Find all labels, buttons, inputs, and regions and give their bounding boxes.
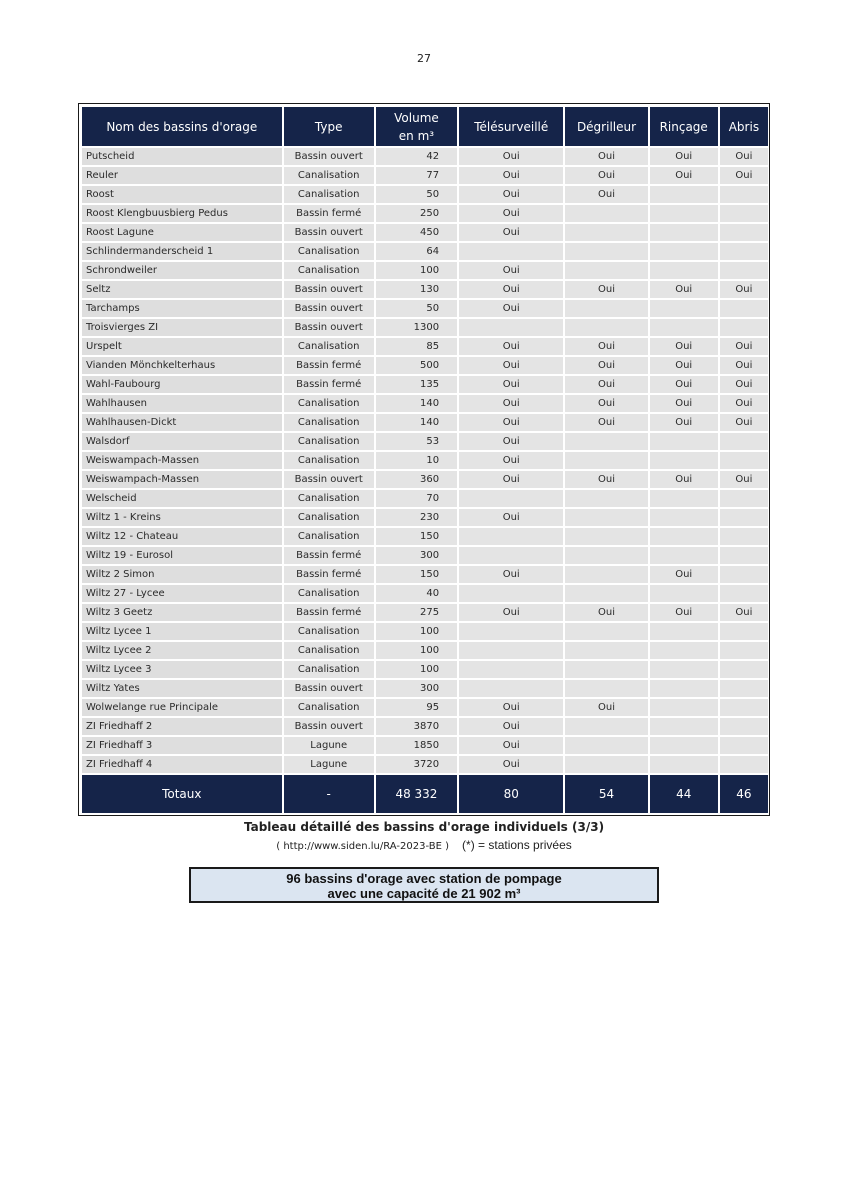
- cell-telesurveille: Oui: [459, 338, 563, 355]
- cell-rincage: Oui: [650, 167, 718, 184]
- cell-volume: 135: [376, 376, 457, 393]
- cell-abris: Oui: [720, 148, 768, 165]
- cell-type: Canalisation: [284, 585, 374, 602]
- cell-volume: 300: [376, 680, 457, 697]
- cell-degrilleur: [565, 718, 647, 735]
- summary-box: [189, 867, 659, 903]
- table-row: [82, 186, 768, 203]
- header-name: Nom des bassins d'orage: [82, 107, 282, 146]
- cell-name: Walsdorf: [82, 433, 282, 450]
- cell-rincage: Oui: [650, 566, 718, 583]
- cell-degrilleur: [565, 661, 647, 678]
- cell-name: Roost Lagune: [82, 224, 282, 241]
- header-telesurveille: Télésurveillé: [459, 107, 563, 146]
- table-row: [82, 642, 768, 659]
- header-volume-unit: en m³: [398, 128, 435, 143]
- cell-name: Wiltz Yates: [82, 680, 282, 697]
- table-frame: [78, 103, 770, 816]
- cell-rincage: [650, 623, 718, 640]
- totals-label: Totaux: [82, 775, 282, 813]
- cell-type: Canalisation: [284, 490, 374, 507]
- cell-degrilleur: [565, 566, 647, 583]
- cell-degrilleur: [565, 585, 647, 602]
- table-row: [82, 167, 768, 184]
- cell-type: Bassin ouvert: [284, 281, 374, 298]
- basins-table: [80, 105, 770, 815]
- cell-telesurveille: Oui: [459, 604, 563, 621]
- cell-degrilleur: Oui: [565, 167, 647, 184]
- cell-rincage: [650, 642, 718, 659]
- cell-abris: [720, 680, 768, 697]
- cell-rincage: [650, 319, 718, 336]
- table-row: [82, 376, 768, 393]
- cell-name: Wiltz 1 - Kreins: [82, 509, 282, 526]
- cell-volume: 50: [376, 300, 457, 317]
- cell-type: Bassin ouvert: [284, 148, 374, 165]
- cell-volume: 40: [376, 585, 457, 602]
- cell-degrilleur: Oui: [565, 148, 647, 165]
- cell-degrilleur: [565, 452, 647, 469]
- cell-telesurveille: Oui: [459, 262, 563, 279]
- table-row: [82, 357, 768, 374]
- cell-name: Wiltz Lycee 2: [82, 642, 282, 659]
- totals-type: -: [284, 775, 374, 813]
- cell-degrilleur: Oui: [565, 186, 647, 203]
- cell-rincage: Oui: [650, 604, 718, 621]
- cell-type: Bassin fermé: [284, 357, 374, 374]
- cell-volume: 100: [376, 661, 457, 678]
- cell-degrilleur: [565, 205, 647, 222]
- cell-name: Schlindermanderscheid 1: [82, 243, 282, 260]
- cell-rincage: [650, 205, 718, 222]
- cell-name: Putscheid: [82, 148, 282, 165]
- cell-type: Canalisation: [284, 528, 374, 545]
- cell-telesurveille: Oui: [459, 376, 563, 393]
- cell-volume: 450: [376, 224, 457, 241]
- cell-name: Tarchamps: [82, 300, 282, 317]
- cell-abris: [720, 528, 768, 545]
- cell-rincage: Oui: [650, 338, 718, 355]
- cell-volume: 100: [376, 262, 457, 279]
- cell-type: Canalisation: [284, 509, 374, 526]
- cell-rincage: [650, 585, 718, 602]
- cell-rincage: [650, 756, 718, 773]
- cell-name: Wahl-Faubourg: [82, 376, 282, 393]
- cell-telesurveille: Oui: [459, 452, 563, 469]
- cell-name: Roost: [82, 186, 282, 203]
- cell-type: Bassin fermé: [284, 566, 374, 583]
- cell-type: Bassin fermé: [284, 604, 374, 621]
- cell-degrilleur: [565, 319, 647, 336]
- cell-name: Schrondweiler: [82, 262, 282, 279]
- cell-abris: [720, 623, 768, 640]
- table-row: [82, 604, 768, 621]
- cell-volume: 42: [376, 148, 457, 165]
- cell-abris: Oui: [720, 357, 768, 374]
- totals-rincage: 44: [650, 775, 718, 813]
- cell-degrilleur: [565, 756, 647, 773]
- cell-type: Bassin ouvert: [284, 224, 374, 241]
- cell-name: Vianden Mönchkelterhaus: [82, 357, 282, 374]
- cell-telesurveille: Oui: [459, 737, 563, 754]
- cell-degrilleur: [565, 300, 647, 317]
- cell-volume: 500: [376, 357, 457, 374]
- cell-abris: [720, 243, 768, 260]
- cell-abris: Oui: [720, 167, 768, 184]
- cell-telesurveille: Oui: [459, 148, 563, 165]
- cell-volume: 150: [376, 528, 457, 545]
- table-row: [82, 148, 768, 165]
- table-caption: Tableau détaillé des bassins d'orage individuels (3/3): [243, 820, 605, 834]
- cell-rincage: [650, 737, 718, 754]
- cell-rincage: [650, 718, 718, 735]
- cell-rincage: Oui: [650, 376, 718, 393]
- cell-name: Reuler: [82, 167, 282, 184]
- cell-type: Canalisation: [284, 661, 374, 678]
- cell-degrilleur: [565, 509, 647, 526]
- cell-abris: Oui: [720, 604, 768, 621]
- table-row: [82, 566, 768, 583]
- cell-rincage: Oui: [650, 414, 718, 431]
- cell-telesurveille: Oui: [459, 167, 563, 184]
- table-row: [82, 281, 768, 298]
- cell-abris: [720, 737, 768, 754]
- cell-rincage: [650, 433, 718, 450]
- cell-telesurveille: Oui: [459, 395, 563, 412]
- table-row: [82, 699, 768, 716]
- cell-telesurveille: [459, 528, 563, 545]
- cell-type: Canalisation: [284, 699, 374, 716]
- cell-telesurveille: Oui: [459, 414, 563, 431]
- cell-telesurveille: [459, 547, 563, 564]
- cell-abris: [720, 490, 768, 507]
- cell-volume: 250: [376, 205, 457, 222]
- cell-degrilleur: [565, 528, 647, 545]
- table-row: [82, 414, 768, 431]
- totals-row: [82, 775, 768, 813]
- cell-abris: [720, 319, 768, 336]
- cell-degrilleur: [565, 262, 647, 279]
- cell-degrilleur: [565, 243, 647, 260]
- table-row: [82, 680, 768, 697]
- cell-type: Canalisation: [284, 452, 374, 469]
- cell-name: Wiltz 3 Geetz: [82, 604, 282, 621]
- table-row: [82, 718, 768, 735]
- table-row: [82, 623, 768, 640]
- cell-volume: 100: [376, 623, 457, 640]
- summary-line-2: avec une capacité de 21 902 m³: [327, 886, 521, 901]
- cell-type: Canalisation: [284, 167, 374, 184]
- cell-rincage: [650, 300, 718, 317]
- cell-abris: [720, 433, 768, 450]
- cell-name: Wahlhausen-Dickt: [82, 414, 282, 431]
- table-row: [82, 490, 768, 507]
- cell-volume: 95: [376, 699, 457, 716]
- cell-abris: [720, 699, 768, 716]
- table-row: [82, 756, 768, 773]
- totals-degrilleur: 54: [565, 775, 647, 813]
- cell-degrilleur: Oui: [565, 471, 647, 488]
- cell-telesurveille: Oui: [459, 186, 563, 203]
- cell-rincage: Oui: [650, 357, 718, 374]
- cell-telesurveille: Oui: [459, 281, 563, 298]
- table-row: [82, 433, 768, 450]
- cell-name: Seltz: [82, 281, 282, 298]
- cell-degrilleur: [565, 642, 647, 659]
- cell-volume: 275: [376, 604, 457, 621]
- cell-rincage: [650, 661, 718, 678]
- cell-abris: [720, 756, 768, 773]
- table-row: [82, 737, 768, 754]
- cell-abris: Oui: [720, 471, 768, 488]
- table-body: [82, 148, 768, 773]
- cell-telesurveille: [459, 490, 563, 507]
- table-row: [82, 528, 768, 545]
- table-row: [82, 243, 768, 260]
- cell-rincage: [650, 243, 718, 260]
- cell-volume: 3720: [376, 756, 457, 773]
- table-row: [82, 452, 768, 469]
- cell-abris: Oui: [720, 395, 768, 412]
- cell-abris: [720, 642, 768, 659]
- summary-line-1: 96 bassins d'orage avec station de pompage: [286, 871, 562, 886]
- cell-rincage: [650, 452, 718, 469]
- cell-degrilleur: Oui: [565, 699, 647, 716]
- cell-type: Canalisation: [284, 395, 374, 412]
- private-stations-note: (*) = stations privées: [462, 838, 572, 852]
- cell-type: Canalisation: [284, 414, 374, 431]
- cell-abris: Oui: [720, 414, 768, 431]
- table-row: [82, 509, 768, 526]
- cell-volume: 130: [376, 281, 457, 298]
- cell-volume: 3870: [376, 718, 457, 735]
- cell-type: Canalisation: [284, 623, 374, 640]
- cell-degrilleur: Oui: [565, 357, 647, 374]
- table-row: [82, 224, 768, 241]
- cell-abris: [720, 718, 768, 735]
- cell-telesurveille: [459, 243, 563, 260]
- cell-rincage: [650, 680, 718, 697]
- cell-type: Bassin fermé: [284, 547, 374, 564]
- cell-type: Canalisation: [284, 243, 374, 260]
- cell-degrilleur: [565, 433, 647, 450]
- cell-volume: 10: [376, 452, 457, 469]
- cell-name: Wiltz 12 - Chateau: [82, 528, 282, 545]
- cell-name: ZI Friedhaff 3: [82, 737, 282, 754]
- cell-telesurveille: Oui: [459, 471, 563, 488]
- cell-volume: 360: [376, 471, 457, 488]
- cell-volume: 140: [376, 414, 457, 431]
- cell-volume: 50: [376, 186, 457, 203]
- table-row: [82, 338, 768, 355]
- table-row: [82, 585, 768, 602]
- cell-name: Welscheid: [82, 490, 282, 507]
- cell-type: Bassin ouvert: [284, 718, 374, 735]
- cell-abris: Oui: [720, 338, 768, 355]
- cell-volume: 140: [376, 395, 457, 412]
- totals-abris: 46: [720, 775, 768, 813]
- table-row: [82, 395, 768, 412]
- cell-volume: 300: [376, 547, 457, 564]
- cell-telesurveille: Oui: [459, 509, 563, 526]
- cell-name: Roost Klengbuusbierg Pedus: [82, 205, 282, 222]
- cell-rincage: [650, 547, 718, 564]
- cell-volume: 85: [376, 338, 457, 355]
- cell-abris: Oui: [720, 281, 768, 298]
- cell-type: Canalisation: [284, 338, 374, 355]
- cell-degrilleur: Oui: [565, 338, 647, 355]
- cell-rincage: Oui: [650, 148, 718, 165]
- cell-rincage: [650, 528, 718, 545]
- cell-type: Canalisation: [284, 262, 374, 279]
- cell-telesurveille: Oui: [459, 300, 563, 317]
- cell-degrilleur: [565, 680, 647, 697]
- cell-abris: [720, 547, 768, 564]
- cell-telesurveille: [459, 680, 563, 697]
- cell-volume: 150: [376, 566, 457, 583]
- cell-volume: 64: [376, 243, 457, 260]
- cell-volume: 70: [376, 490, 457, 507]
- header-row: [82, 107, 768, 146]
- cell-name: ZI Friedhaff 2: [82, 718, 282, 735]
- cell-abris: [720, 205, 768, 222]
- cell-rincage: [650, 224, 718, 241]
- totals-telesurveille: 80: [459, 775, 563, 813]
- cell-rincage: Oui: [650, 281, 718, 298]
- cell-telesurveille: Oui: [459, 205, 563, 222]
- cell-type: Bassin ouvert: [284, 300, 374, 317]
- table-row: [82, 471, 768, 488]
- source-line: [0, 838, 848, 852]
- cell-degrilleur: Oui: [565, 281, 647, 298]
- cell-rincage: [650, 262, 718, 279]
- header-degrilleur: Dégrilleur: [565, 107, 647, 146]
- cell-abris: [720, 186, 768, 203]
- header-rincage: Rinçage: [650, 107, 718, 146]
- cell-degrilleur: [565, 490, 647, 507]
- table-row: [82, 205, 768, 222]
- table-row: [82, 262, 768, 279]
- cell-telesurveille: [459, 623, 563, 640]
- cell-degrilleur: [565, 623, 647, 640]
- cell-rincage: Oui: [650, 395, 718, 412]
- cell-volume: 1300: [376, 319, 457, 336]
- cell-type: Bassin fermé: [284, 376, 374, 393]
- cell-name: Wiltz Lycee 3: [82, 661, 282, 678]
- cell-type: Bassin ouvert: [284, 680, 374, 697]
- cell-telesurveille: [459, 661, 563, 678]
- cell-type: Lagune: [284, 737, 374, 754]
- header-volume: [376, 107, 457, 146]
- cell-abris: [720, 224, 768, 241]
- cell-abris: [720, 566, 768, 583]
- cell-volume: 1850: [376, 737, 457, 754]
- cell-volume: 77: [376, 167, 457, 184]
- cell-degrilleur: Oui: [565, 604, 647, 621]
- totals-volume: 48 332: [376, 775, 457, 813]
- header-type: Type: [284, 107, 374, 146]
- cell-telesurveille: Oui: [459, 224, 563, 241]
- cell-abris: [720, 300, 768, 317]
- page-number: 27: [417, 52, 431, 65]
- cell-degrilleur: [565, 224, 647, 241]
- table-row: [82, 300, 768, 317]
- cell-abris: [720, 661, 768, 678]
- cell-telesurveille: [459, 642, 563, 659]
- cell-name: Troisvierges ZI: [82, 319, 282, 336]
- table-row: [82, 661, 768, 678]
- cell-name: Wolwelange rue Principale: [82, 699, 282, 716]
- cell-telesurveille: [459, 319, 563, 336]
- cell-type: Bassin ouvert: [284, 319, 374, 336]
- cell-type: Lagune: [284, 756, 374, 773]
- cell-telesurveille: Oui: [459, 566, 563, 583]
- cell-name: Weiswampach-Massen: [82, 452, 282, 469]
- cell-type: Canalisation: [284, 433, 374, 450]
- cell-rincage: [650, 699, 718, 716]
- cell-telesurveille: Oui: [459, 357, 563, 374]
- source-link[interactable]: ( http://www.siden.lu/RA-2023-BE ): [276, 841, 449, 852]
- cell-name: Wiltz 27 - Lycee: [82, 585, 282, 602]
- cell-volume: 230: [376, 509, 457, 526]
- cell-name: Wiltz 19 - Eurosol: [82, 547, 282, 564]
- cell-abris: [720, 509, 768, 526]
- cell-volume: 100: [376, 642, 457, 659]
- cell-rincage: Oui: [650, 471, 718, 488]
- cell-telesurveille: Oui: [459, 718, 563, 735]
- cell-type: Bassin fermé: [284, 205, 374, 222]
- cell-type: Canalisation: [284, 186, 374, 203]
- header-abris: Abris: [720, 107, 768, 146]
- cell-name: Wiltz 2 Simon: [82, 566, 282, 583]
- cell-name: ZI Friedhaff 4: [82, 756, 282, 773]
- cell-degrilleur: Oui: [565, 395, 647, 412]
- cell-degrilleur: Oui: [565, 414, 647, 431]
- cell-rincage: [650, 186, 718, 203]
- cell-telesurveille: Oui: [459, 699, 563, 716]
- cell-telesurveille: Oui: [459, 433, 563, 450]
- table-row: [82, 547, 768, 564]
- cell-name: Wiltz Lycee 1: [82, 623, 282, 640]
- cell-volume: 53: [376, 433, 457, 450]
- header-volume-label: Volume: [394, 110, 439, 125]
- cell-type: Bassin ouvert: [284, 471, 374, 488]
- cell-type: Canalisation: [284, 642, 374, 659]
- cell-degrilleur: [565, 737, 647, 754]
- cell-name: Wahlhausen: [82, 395, 282, 412]
- cell-rincage: [650, 490, 718, 507]
- cell-rincage: [650, 509, 718, 526]
- cell-degrilleur: [565, 547, 647, 564]
- cell-name: Weiswampach-Massen: [82, 471, 282, 488]
- cell-abris: [720, 452, 768, 469]
- cell-abris: Oui: [720, 376, 768, 393]
- cell-abris: [720, 585, 768, 602]
- cell-degrilleur: Oui: [565, 376, 647, 393]
- cell-abris: [720, 262, 768, 279]
- cell-telesurveille: [459, 585, 563, 602]
- cell-name: Urspelt: [82, 338, 282, 355]
- cell-telesurveille: Oui: [459, 756, 563, 773]
- table-row: [82, 319, 768, 336]
